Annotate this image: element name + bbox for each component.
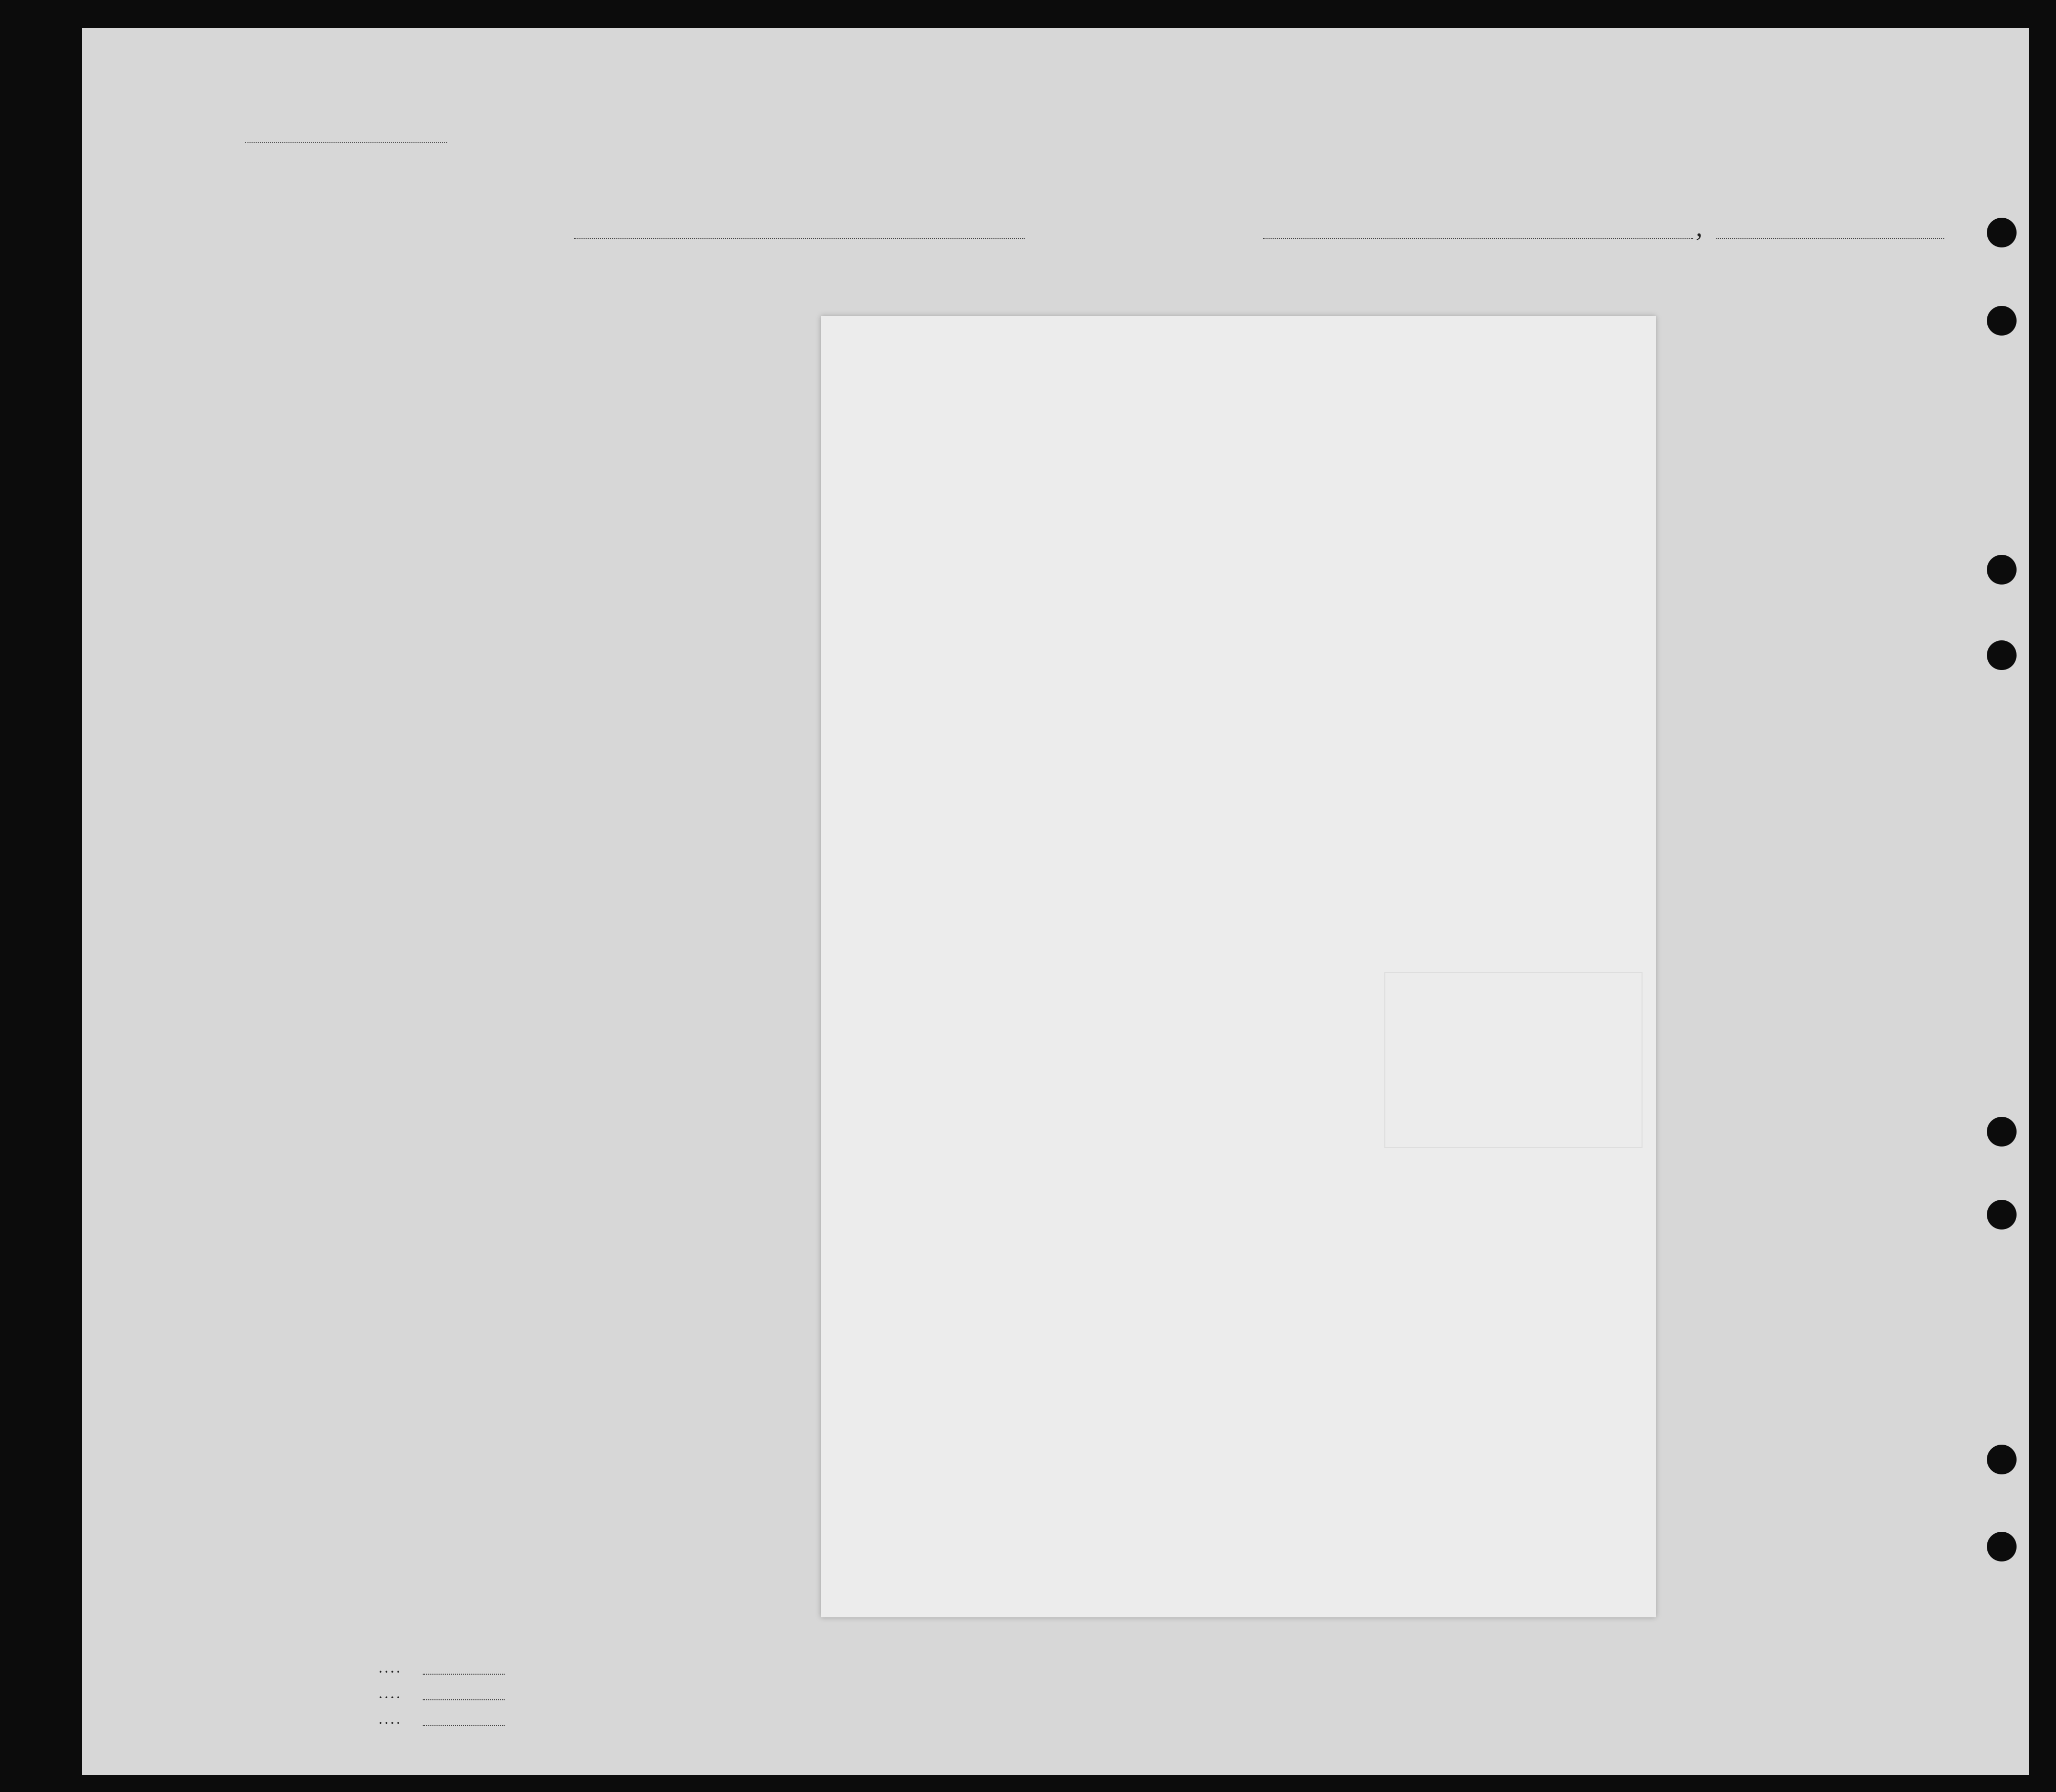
- binder-hole: [1987, 1532, 2017, 1561]
- bleed-through-box: [1384, 972, 1643, 1148]
- binder-hole: [1987, 218, 2017, 247]
- aliens-line: [423, 1725, 505, 1726]
- binder-hole: [1987, 640, 2017, 670]
- binder-hole: [1987, 306, 2017, 336]
- total-passengers-line: [423, 1674, 505, 1675]
- binder-hole: [1987, 555, 2017, 585]
- general-declaration-sheet: [821, 316, 1656, 1617]
- binder-hole: [1987, 1200, 2017, 1230]
- binder-hole: [1987, 1117, 2017, 1147]
- binder-hole: [1987, 1445, 2017, 1474]
- us-citizens-line: [423, 1699, 505, 1700]
- manifest-sheet: , .... .... ....: [82, 28, 2029, 1775]
